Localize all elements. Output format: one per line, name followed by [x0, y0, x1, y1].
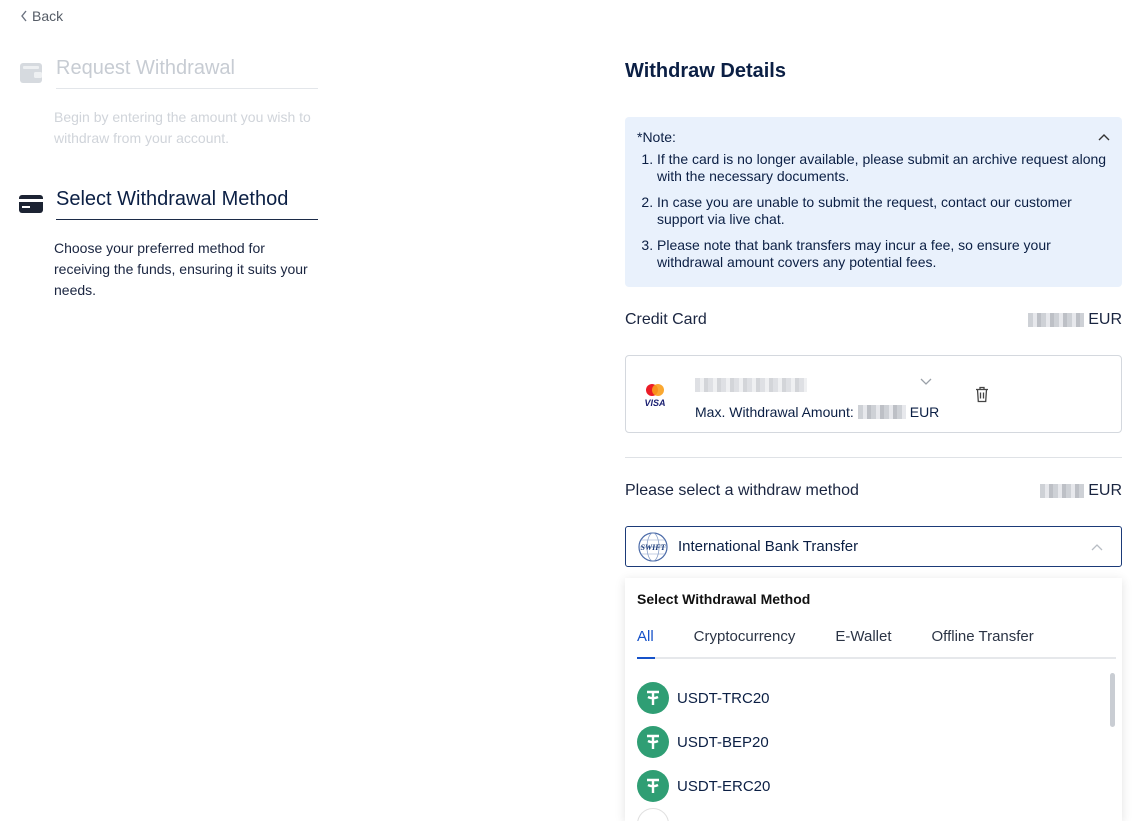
note-item: 3. Please note that bank transfers may incur a fee, so ensure your withdrawal amount covers any potential fees. [657, 237, 1110, 271]
tether-icon [637, 726, 669, 758]
tab-all[interactable]: All [637, 628, 694, 657]
max-withdrawal [695, 404, 939, 420]
step-select-method [18, 187, 318, 301]
tether-icon [637, 682, 669, 714]
divider [625, 457, 1122, 458]
tab-cryptocurrency[interactable]: Cryptocurrency [693, 628, 796, 645]
currency-label: EUR [909, 404, 940, 420]
svg-text:SWIFT: SWIFT [640, 542, 666, 552]
method-item-partial[interactable] [637, 808, 677, 821]
tab-e-wallet[interactable]: E-Wallet [835, 628, 892, 645]
step-description: Choose your preferred method for receiving the funds, ensuring it suits your needs. [54, 240, 308, 298]
scrollbar[interactable] [1110, 673, 1115, 727]
swift-icon [638, 532, 668, 562]
credit-card-amount [1028, 311, 1122, 329]
chevron-up-icon[interactable] [1098, 133, 1110, 141]
method-label: USDT-BEP20 [677, 733, 769, 751]
page-title: Withdraw Details [625, 60, 786, 82]
card-select[interactable] [625, 355, 1122, 433]
chevron-down-icon[interactable] [920, 378, 932, 386]
dropdown-title: Select Withdrawal Method [637, 591, 811, 607]
tether-icon [637, 770, 669, 802]
withdraw-method-select[interactable] [625, 526, 1122, 567]
chevron-up-icon [1091, 543, 1103, 551]
method-prompt: Please select a withdraw method [625, 482, 859, 499]
withdraw-method-dropdown [625, 578, 1122, 821]
note-box [625, 117, 1122, 287]
selected-method-label: International Bank Transfer [678, 538, 859, 555]
wallet-icon [18, 62, 44, 84]
step-request-withdrawal [18, 56, 318, 149]
chevron-left-icon [20, 10, 28, 22]
currency-label: EUR [1088, 311, 1122, 328]
note-item: 1. If the card is no longer available, please submit an archive request along with the necessary documents. [657, 151, 1110, 185]
wallet-logo-icon [637, 808, 669, 821]
method-item[interactable] [637, 720, 770, 764]
note-label: *Note: [637, 129, 676, 145]
method-item[interactable] [637, 764, 770, 808]
max-withdrawal-label: Max. Withdrawal Amount: [695, 404, 854, 420]
back-label: Back [32, 8, 64, 24]
method-tabs [637, 628, 1116, 659]
card-icon [18, 193, 44, 215]
credit-card-row [625, 311, 1122, 329]
step-title: Select Withdrawal Method [56, 187, 318, 220]
method-list [637, 676, 770, 808]
step-title: Request Withdrawal [56, 56, 318, 89]
credit-card-label: Credit Card [625, 311, 707, 328]
redacted-amount [1028, 313, 1084, 327]
trash-icon[interactable] [975, 386, 989, 403]
card-number [695, 376, 807, 394]
redacted-card [695, 378, 807, 392]
back-link[interactable] [20, 8, 63, 24]
method-row [625, 482, 1122, 500]
tab-offline-transfer[interactable]: Offline Transfer [931, 628, 1034, 645]
note-item: 2. In case you are unable to submit the request, contact our customer support via live chat. [657, 194, 1110, 228]
svg-text:VISA: VISA [644, 398, 666, 408]
method-label: USDT-TRC20 [677, 689, 770, 707]
redacted-amount [1040, 484, 1084, 498]
method-item[interactable] [637, 676, 770, 720]
method-label: USDT-ERC20 [677, 777, 771, 795]
redacted-amount [858, 405, 906, 419]
step-description: Begin by entering the amount you wish to withdraw from your account. [54, 109, 311, 146]
currency-label: EUR [1088, 482, 1122, 499]
mastercard-visa-icon [642, 382, 668, 408]
method-amount [1040, 482, 1122, 500]
